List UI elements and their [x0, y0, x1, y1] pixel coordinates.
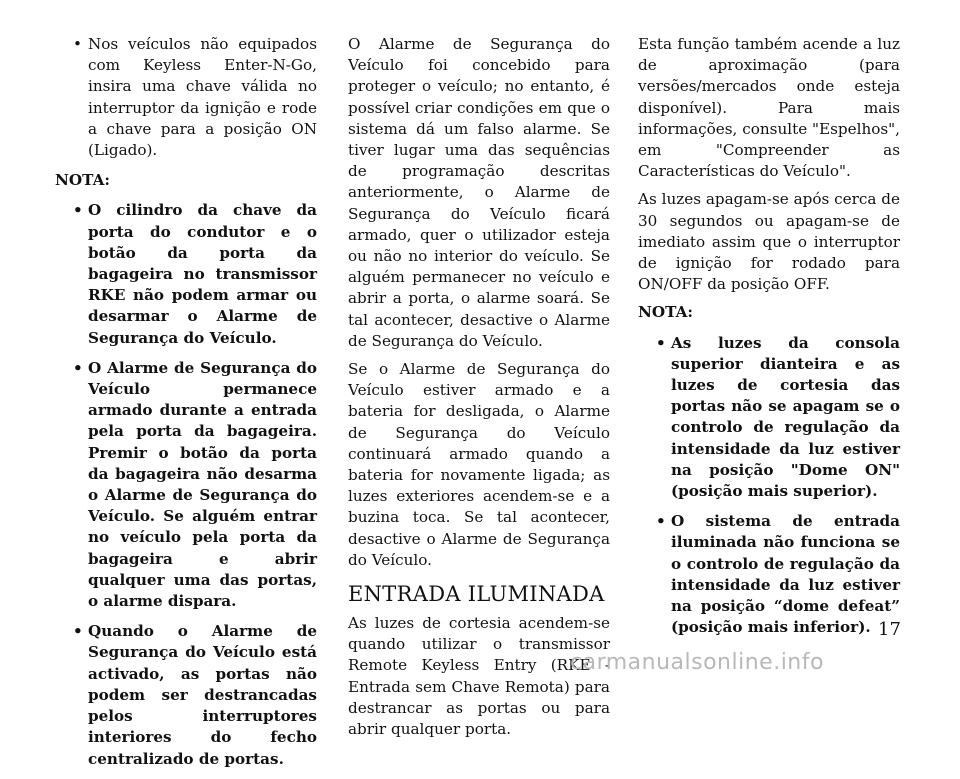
- body-paragraph: Esta função também acende a luz de aproximação (para versões/mercados onde esteja disponível). Para mais informações, consulte "Espelhos", em "Compreender as Características do Veículo".: [638, 35, 900, 181]
- bullet-icon: •: [73, 35, 82, 53]
- note-label: NOTA:: [55, 171, 110, 190]
- body-paragraph: As luzes apagam-se após cerca de 30 segundos ou apagam-se de imediato assim que o interruptor de ignição for rodado para ON/OFF da posição OFF.: [638, 190, 900, 294]
- list-item: [55, 358, 317, 612]
- bullet-icon: •: [73, 622, 83, 641]
- bullet-icon: •: [73, 201, 83, 220]
- bullet-icon: •: [656, 333, 666, 352]
- list-item: [55, 200, 317, 348]
- right-column: [638, 34, 900, 647]
- list-item: [638, 511, 900, 638]
- note-text: Quando o Alarme de Segurança do Veículo está activado, as portas não podem ser destrancadas pelos interruptores interiores do fecho centralizado de portas.: [88, 622, 317, 768]
- bullet-icon: •: [656, 512, 666, 531]
- list-item: [638, 333, 900, 503]
- body-paragraph: Se o Alarme de Segurança do Veículo estiver armado e a bateria for desligada, o Alarme de Segurança do Veículo continuará armado quando a bateria for novamente ligada; as luzes exteriores acendem-se e a buzina toca. Se tal acontecer, desactive o Alarme de Segurança do Veículo.: [348, 360, 610, 569]
- note-text: O Alarme de Segurança do Veículo permanece armado durante a entrada pela porta da bagageira. Premir o botão da porta da bagageira não desarma o Alarme de Segurança do Veículo. Se alguém entrar no veículo pela porta da bagageira e abrir qualquer uma das portas, o alarme dispara.: [88, 358, 317, 611]
- section-heading: ENTRADA ILUMINADA: [348, 582, 605, 607]
- watermark-text[interactable]: carmanualsonline.info: [570, 650, 824, 675]
- note-bullet-list: [55, 200, 317, 769]
- page-number: 17: [878, 619, 901, 640]
- bullet-text: Nos veículos não equipados com Keyless Enter-N-Go, insira uma chave válida no interruptor da ignição e rode a chave para a posição ON (Ligado).: [88, 35, 317, 160]
- note-bullet-list: [638, 333, 900, 639]
- bullet-icon: •: [73, 358, 83, 377]
- note-text: O sistema de entrada iluminada não funciona se o controlo de regulação da intensidade da luz estiver na posição “dome defeat” (posição mais inferior).: [671, 512, 900, 637]
- note-text: O cilindro da chave da porta do condutor e o botão da porta da bagageira no transmissor RKE não podem armar ou desarmar o Alarme de Segurança do Veículo.: [88, 201, 317, 347]
- note-label: NOTA:: [638, 303, 693, 322]
- list-item: [55, 34, 317, 161]
- intro-bullet-list: [55, 34, 317, 161]
- body-paragraph: As luzes de cortesia acendem-se quando utilizar o transmissor Remote Keyless Entry (RKE - Entrada sem Chave Remota) para destrancar as portas ou para abrir qualquer porta.: [348, 614, 610, 739]
- left-column: [55, 34, 317, 779]
- body-paragraph: O Alarme de Segurança do Veículo foi concebido para proteger o veículo; no entanto, é possível criar condições em que o sistema dá um falso alarme. Se tiver lugar uma das sequências de programação descritas anteriormente, o Alarme de Segurança do Veículo ficará armado, quer o utilizador esteja ou não no interior do veículo. Se alguém permanecer no veículo e abrir a porta, o alarme soará. Se tal acontecer, desactive o Alarme de Segurança do Veículo.: [348, 35, 610, 350]
- list-item: [55, 621, 317, 769]
- middle-column: [348, 34, 610, 747]
- note-text: As luzes da consola superior dianteira e as luzes de cortesia das portas não se apagam se o controlo de regulação da intensidade da luz estiver na posição "Dome ON" (posição mais superior).: [671, 333, 900, 501]
